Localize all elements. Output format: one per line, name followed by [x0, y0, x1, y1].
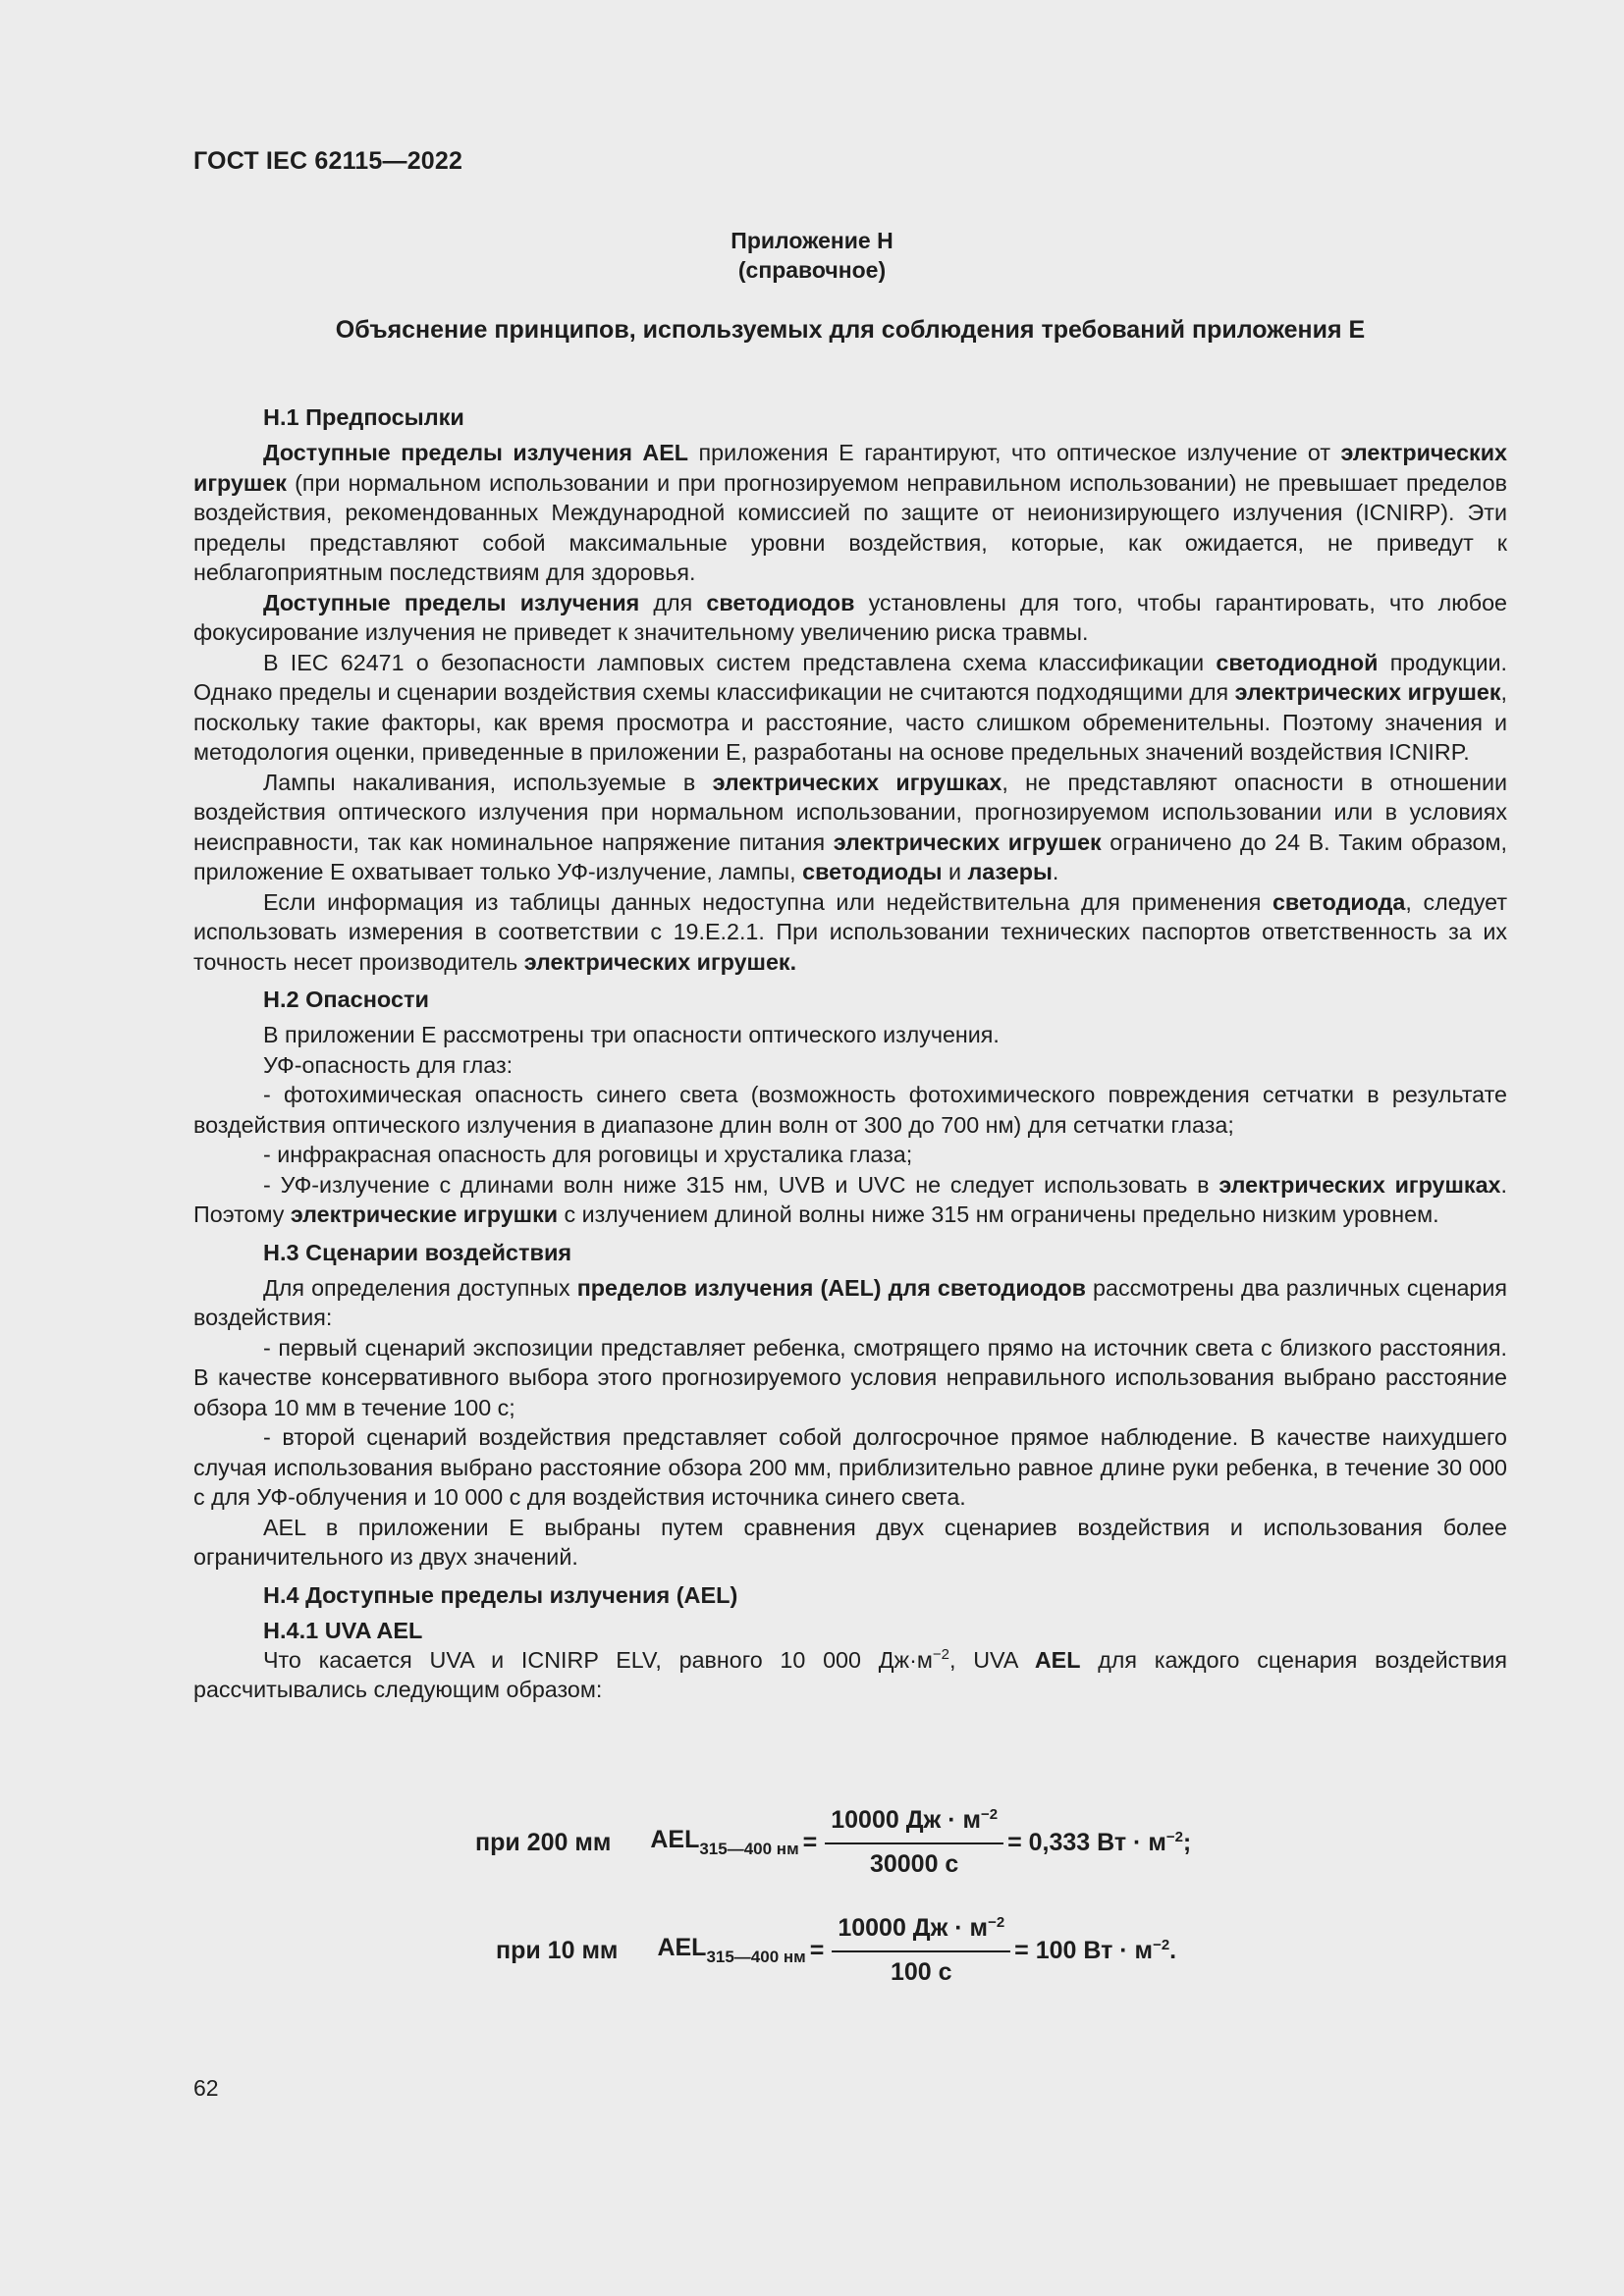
paragraph: Доступные пределы излучения для светодиодов установлены для того, чтобы гарантировать, что любое фокусирование излучения не приведет к значительному увеличению риска травмы.: [193, 589, 1507, 645]
formula-result: = 0,333 Вт · $м^{-2}$;: [1007, 1828, 1192, 1856]
formula-fraction: $\frac{10000 Дж \cdot м^{-2}}{100 с}$: [832, 1914, 1010, 1987]
list-item: - фотохимическая опасность синего света (возможность фотохимического повреждения сетчатки в результате воздействия оптического излучения в диапазоне длин волн от 300 до 700 нм) для сетчатки глаза;: [193, 1082, 1507, 1138]
page-number: 62: [193, 2075, 219, 2101]
formula-200mm: при 200 мм $AEL_{315—400 нм}$ = $\frac{10000 Дж \cdot м^{-2}}{30000 с}$ = 0,333 Вт · $м^{-2}$;: [475, 1806, 1192, 1878]
list-item: - УФ-излучение с длинами волн ниже 315 нм, UVB и UVC не следует использовать в электрических игрушках. Поэтому электрические игрушки с излучением длиной волны ниже 315 нм ограничены предельно низким уровнем.: [193, 1171, 1507, 1227]
annex-name: Приложение Н: [731, 228, 893, 253]
annex-heading: [0, 226, 1624, 285]
paragraph: Доступные пределы излучения AEL приложения Е гарантируют, что оптическое излучение от электрических игрушек (при нормальном использовании и при прогнозируемом неправильном использовании) не превышает пределов воздействия, рекомендованных Международной комиссией по защите от неионизирующего излучения (ICNIRP). Эти пределы представляют собой максимальные уровни воздействия, которые, как ожидается, не приведут к неблагоприятным последствиям для здоровья.: [193, 440, 1507, 585]
formula-lhs: $AEL_{315—400 нм}$: [650, 1826, 799, 1858]
formula-10mm: при 10 мм $AEL_{315—400 нм}$ = $\frac{10000 Дж \cdot м^{-2}}{100 с}$ = 100 Вт · $м^{-2}$.: [496, 1914, 1177, 1986]
section-heading-h2: Н.2 Опасности: [263, 987, 429, 1012]
formula-fraction: $\frac{10000 Дж \cdot м^{-2}}{30000 с}$: [825, 1806, 1003, 1879]
list-item: - инфракрасная опасность для роговицы и хрусталика глаза;: [263, 1142, 913, 1167]
formula-lhs: $AEL_{315—400 нм}$: [657, 1934, 806, 1966]
section-heading-h1: Н.1 Предпосылки: [263, 404, 464, 430]
document-body: [193, 395, 1507, 1705]
paragraph: УФ-опасность для глаз:: [263, 1051, 514, 1078]
paragraph: Для определения доступных пределов излучения (AEL) для светодиодов рассмотрены два различных сценария воздействия:: [193, 1274, 1507, 1330]
subsection-heading-h41: Н.4.1 UVA AEL: [263, 1617, 423, 1643]
list-item: - первый сценарий экспозиции представляет ребенка, смотрящего прямо на источник света с близкого расстояния. В качестве консервативного выбора этого прогнозируемого условия неправильного использования выбрано расстояние обзора 10 мм в течение 100 с;: [193, 1334, 1507, 1420]
formula-condition: при 200 мм: [475, 1828, 612, 1856]
paragraph: Если информация из таблицы данных недоступна или недействительна для применения светодиода, следует использовать измерения в соответствии с 19.Е.2.1. При использовании технических паспортов ответственность за их точность несет производитель электрических игрушек.: [193, 888, 1507, 975]
annex-type: (справочное): [737, 257, 887, 283]
formula-result: = 100 Вт · $м^{-2}$.: [1014, 1936, 1177, 1964]
standard-header: ГОСТ IEC 62115—2022: [193, 147, 463, 175]
section-heading-h3: Н.3 Сценарии воздействия: [263, 1239, 572, 1265]
paragraph: Что касается UVA и ICNIRP ELV, равного 10 000 $Дж\cdot м^{-2}$, UVA AEL для каждого сценария воздействия рассчитывались следующим образом:: [193, 1645, 1507, 1702]
paragraph: AEL в приложении Е выбраны путем сравнения двух сценариев воздействия и использования более ограничительного из двух значений.: [193, 1514, 1507, 1570]
paragraph: В приложении Е рассмотрены три опасности оптического излучения.: [263, 1022, 1000, 1047]
paragraph: В IEC 62471 о безопасности ламповых систем представлена схема классификации светодиодной продукции. Однако пределы и сценарии воздействия схемы классификации не считаются подходящими для электрических игрушек, поскольку такие факторы, как время просмотра и расстояние, часто слишком обременительны. Поэтому значения и методология оценки, приведенные в приложении Е, разработаны на основе предельных значений воздействия ICNIRP.: [193, 649, 1507, 765]
list-item: - второй сценарий воздействия представляет собой долгосрочное прямое наблюдение. В качестве наихудшего случая использования выбрано расстояние обзора 200 мм, приблизительно равное длине руки ребенка, в течение 30 000 с для УФ-облучения и 10 000 с для воздействия источника синего света.: [193, 1424, 1507, 1510]
paragraph: Лампы накаливания, используемые в электрических игрушках, не представляют опасности в отношении воздействия оптического излучения при нормальном использовании, прогнозируемом использовании или в условиях неисправности, так как номинальное напряжение питания электрических игрушек ограничено до 24 В. Таким образом, приложение Е охватывает только УФ-излучение, лампы, светодиоды и лазеры.: [193, 769, 1508, 884]
annex-title: Объяснение принципов, используемых для соблюдения требований приложения Е: [335, 316, 1366, 344]
formula-condition: при 10 мм: [496, 1936, 619, 1964]
section-heading-h4: Н.4 Доступные пределы излучения (AEL): [263, 1581, 738, 1608]
